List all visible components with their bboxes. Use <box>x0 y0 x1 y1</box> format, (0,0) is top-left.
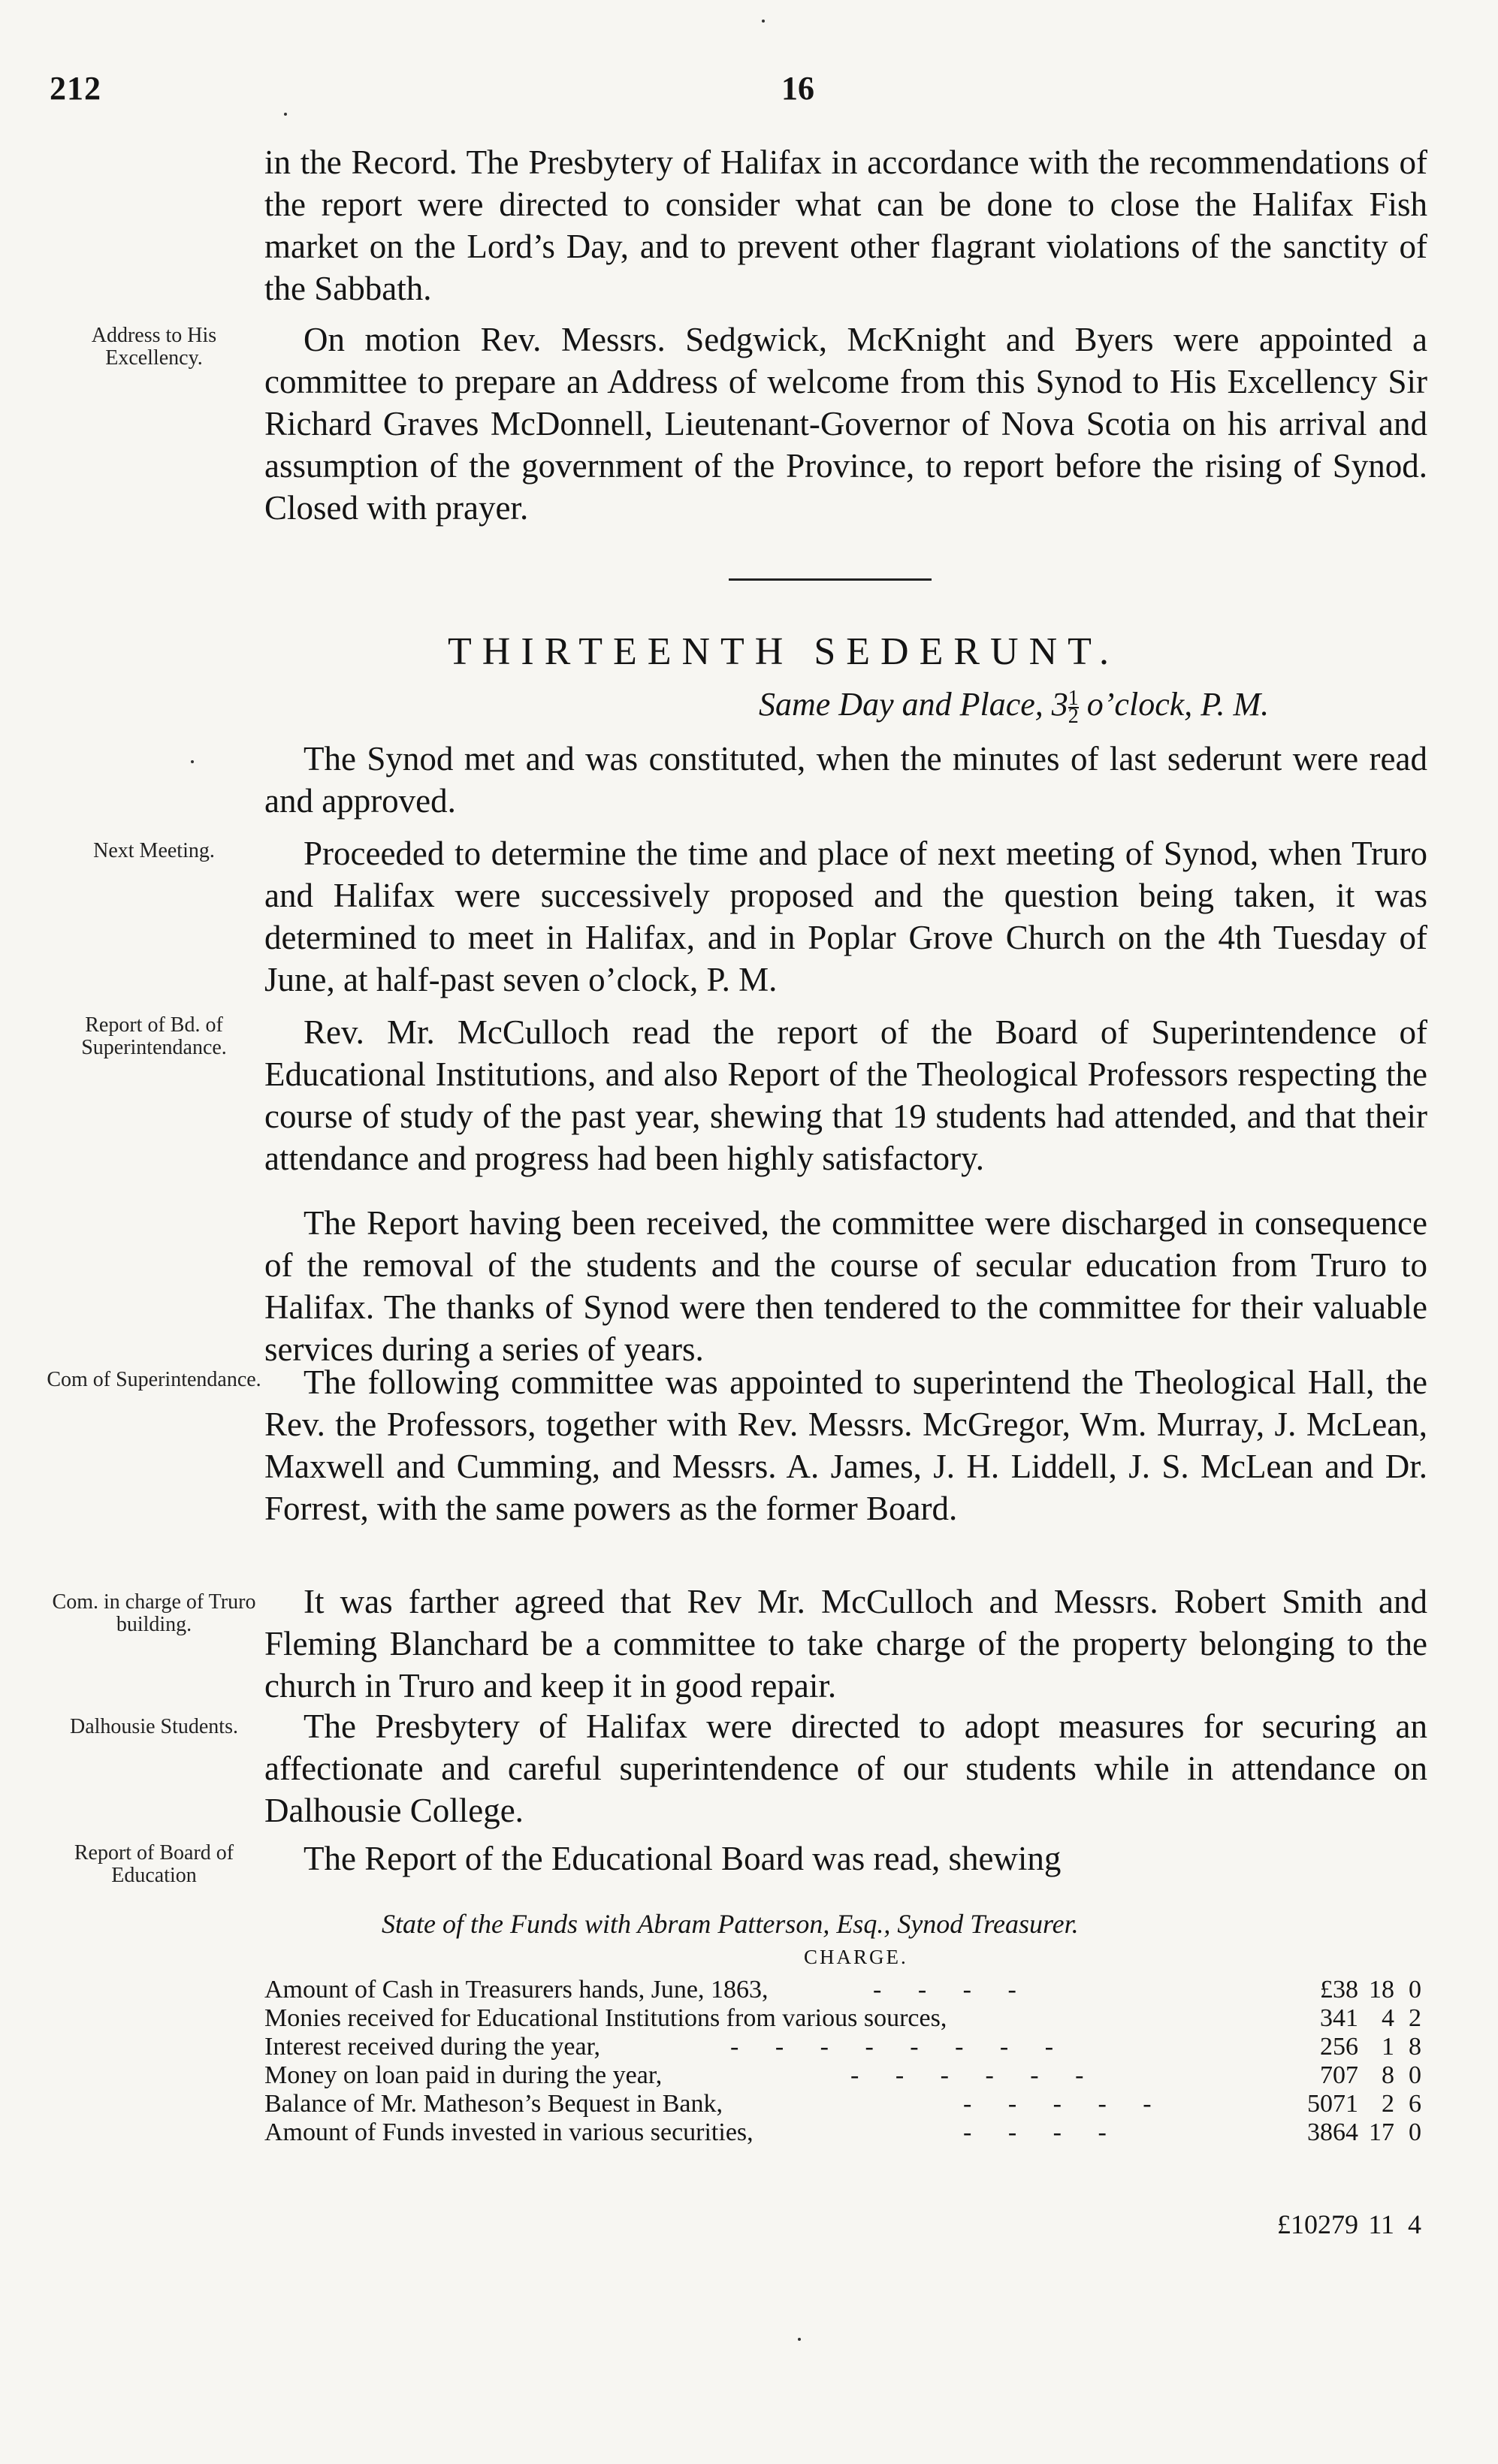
section-heading: THIRTEENTH SEDERUNT. <box>448 630 1120 673</box>
total-pounds: £10279 <box>1277 2209 1358 2239</box>
paragraph-address: On motion Rev. Messrs. Sedgwick, McKnight and Byers were appointed a committee to prepare an Address of welcome from this Synod to His Excellency Sir Richard Graves McDonnell, Lieutenant-Governor of Nova Scotia on his arrival and assumption of the government of the Province, to report before the rising of Synod. Closed with prayer. <box>264 321 1427 527</box>
print-speck <box>798 2338 801 2341</box>
half-fraction <box>1068 686 1079 728</box>
paragraph-next-meeting: Proceeded to determine the time and place of next meeting of Synod, when Truro and Halifax were successively proposed and the question being taken, it was determined to meet in Halifax, and in Poplar Grove Church on the 4th Tuesday of June, at half-past seven o’clock, P. M. <box>264 835 1427 998</box>
amount-pounds: 707 <box>1320 2061 1358 2089</box>
section-divider <box>729 578 932 581</box>
funds-total <box>264 2209 1421 2239</box>
page-number-left: 212 <box>50 70 101 107</box>
ledger-description: Amount of Funds invested in various securities, <box>264 2118 754 2146</box>
ledger-row <box>264 2033 1421 2061</box>
amount-pence: 0 <box>1409 1976 1421 2004</box>
ledger-description: Balance of Mr. Matheson’s Bequest in Bank, <box>264 2090 723 2118</box>
ledger-description: Money on loan paid in during the year, <box>264 2061 663 2089</box>
funds-title: State of the Funds with Abram Patterson, Esq., Synod Treasurer. <box>382 1909 1079 1939</box>
paragraph-truro: It was farther agreed that Rev Mr. McCulloch and Messrs. Robert Smith and Fleming Blanchard be a committee to take charge of the property belonging to the church in Truro and keep it in good repair. <box>264 1583 1427 1705</box>
ledger-description: Amount of Cash in Treasurers hands, June, 1863, <box>264 1976 769 2004</box>
amount-shillings: 18 <box>1369 1976 1394 2004</box>
amount-pence: 8 <box>1409 2033 1421 2061</box>
amount-shillings: 4 <box>1382 2004 1394 2032</box>
paragraph-committee: The following committee was appointed to superintend the Theological Hall, the Rev. the Professors, together with Rev. Messrs. McGregor, Wm. Murray, J. McLean, Maxwell and Cumming, and Messrs. A. James, J. H. Liddell, J. S. McLean and Dr. Forrest, with the same powers as the former Board. <box>264 1363 1427 1527</box>
amount-pence: 0 <box>1409 2061 1421 2089</box>
ledger-description: Monies received for Educational Institutions from various sources, <box>264 2004 947 2032</box>
print-speck <box>762 20 765 23</box>
amount-shillings: 17 <box>1369 2118 1394 2146</box>
paragraph-board-report: Rev. Mr. McCulloch read the report of the Board of Superintendence of Educational Institutions, and also Report of the Theological Professors respecting the course of study of the past year, shewing that 19 students had attended, and that their attendance and progress had been highly satisfactory. <box>264 1013 1427 1177</box>
fraction-denominator: 2 <box>1068 704 1079 728</box>
amount-pounds: £38 <box>1320 1976 1358 2004</box>
amount-pounds: 3864 <box>1307 2118 1358 2146</box>
margin-note-dalhousie: Dalhousie Students. <box>70 1715 238 1738</box>
amount-shillings: 8 <box>1382 2061 1394 2089</box>
margin-note-education: Report of Board of Education <box>74 1841 234 1887</box>
amount-shillings: 1 <box>1382 2033 1394 2061</box>
total-shillings: 11 <box>1368 2209 1394 2239</box>
subheading-pre: Same Day and Place, 3 <box>759 686 1068 723</box>
ledger-row <box>264 2090 1421 2118</box>
paragraph-dalhousie: The Presbytery of Halifax were directed to adopt measures for securing an affectionate and careful superintendence of our students while in attendance on Dalhousie College. <box>264 1708 1427 1829</box>
ledger-leader: - - - - <box>873 1976 1031 2004</box>
margin-note-board-report: Report of Bd. of Superintendance. <box>81 1013 227 1059</box>
fraction-numerator: 1 <box>1068 686 1079 710</box>
margin-note-next-meeting: Next Meeting. <box>93 839 215 862</box>
ledger-leader: - - - - - <box>963 2090 1167 2118</box>
ledger-row <box>264 2061 1421 2090</box>
print-speck <box>284 113 287 116</box>
amount-pence: 2 <box>1409 2004 1421 2032</box>
ledger-leader: - - - - - - <box>850 2061 1099 2089</box>
ledger-leader: - - - - <box>963 2118 1122 2146</box>
amount-pounds: 256 <box>1320 2033 1358 2061</box>
funds-ledger <box>264 1976 1421 2147</box>
paragraph-report-received: The Report having been received, the committee were discharged in consequence of the removal of the students and the course of secular education from Truro to Halifax. The thanks of Synod were then tendered to the committee for their valuable services during a series of years. <box>264 1204 1427 1368</box>
paragraph-record: in the Record. The Presbytery of Halifax in accordance with the recommendations of the report were directed to consider what can be done to close the Halifax Fish market on the Lord’s Day, and to prevent other flagrant violations of the sanctity of the Sabbath. <box>264 143 1427 307</box>
margin-note-truro: Com. in charge of Truro building. <box>52 1590 256 1636</box>
amount-pounds: 341 <box>1320 2004 1358 2032</box>
paragraph-education: The Report of the Educational Board was read, shewing <box>304 1840 1062 1877</box>
page-number-center: 16 <box>781 70 814 107</box>
ledger-row <box>264 2004 1421 2033</box>
amount-pounds: 5071 <box>1307 2090 1358 2118</box>
margin-note-address: Address to His Excellency. <box>91 324 217 370</box>
charge-label: CHARGE. <box>804 1946 908 1968</box>
ledger-row <box>264 1976 1421 2004</box>
ledger-leader: - - - - - - - - <box>730 2033 1069 2061</box>
ledger-row <box>264 2118 1421 2147</box>
ledger-description: Interest received during the year, <box>264 2033 601 2061</box>
margin-note-superintendance: Com of Superintendance. <box>47 1368 261 1391</box>
subheading-post: o’clock, P. M. <box>1078 686 1270 723</box>
amount-pence: 6 <box>1409 2090 1421 2118</box>
section-subheading <box>759 685 1270 728</box>
print-speck <box>191 760 194 763</box>
paragraph-constituted: The Synod met and was constituted, when the minutes of last sederunt were read and approved. <box>264 740 1427 820</box>
amount-pence: 0 <box>1409 2118 1421 2146</box>
total-pence: 4 <box>1408 2209 1421 2239</box>
amount-shillings: 2 <box>1382 2090 1394 2118</box>
